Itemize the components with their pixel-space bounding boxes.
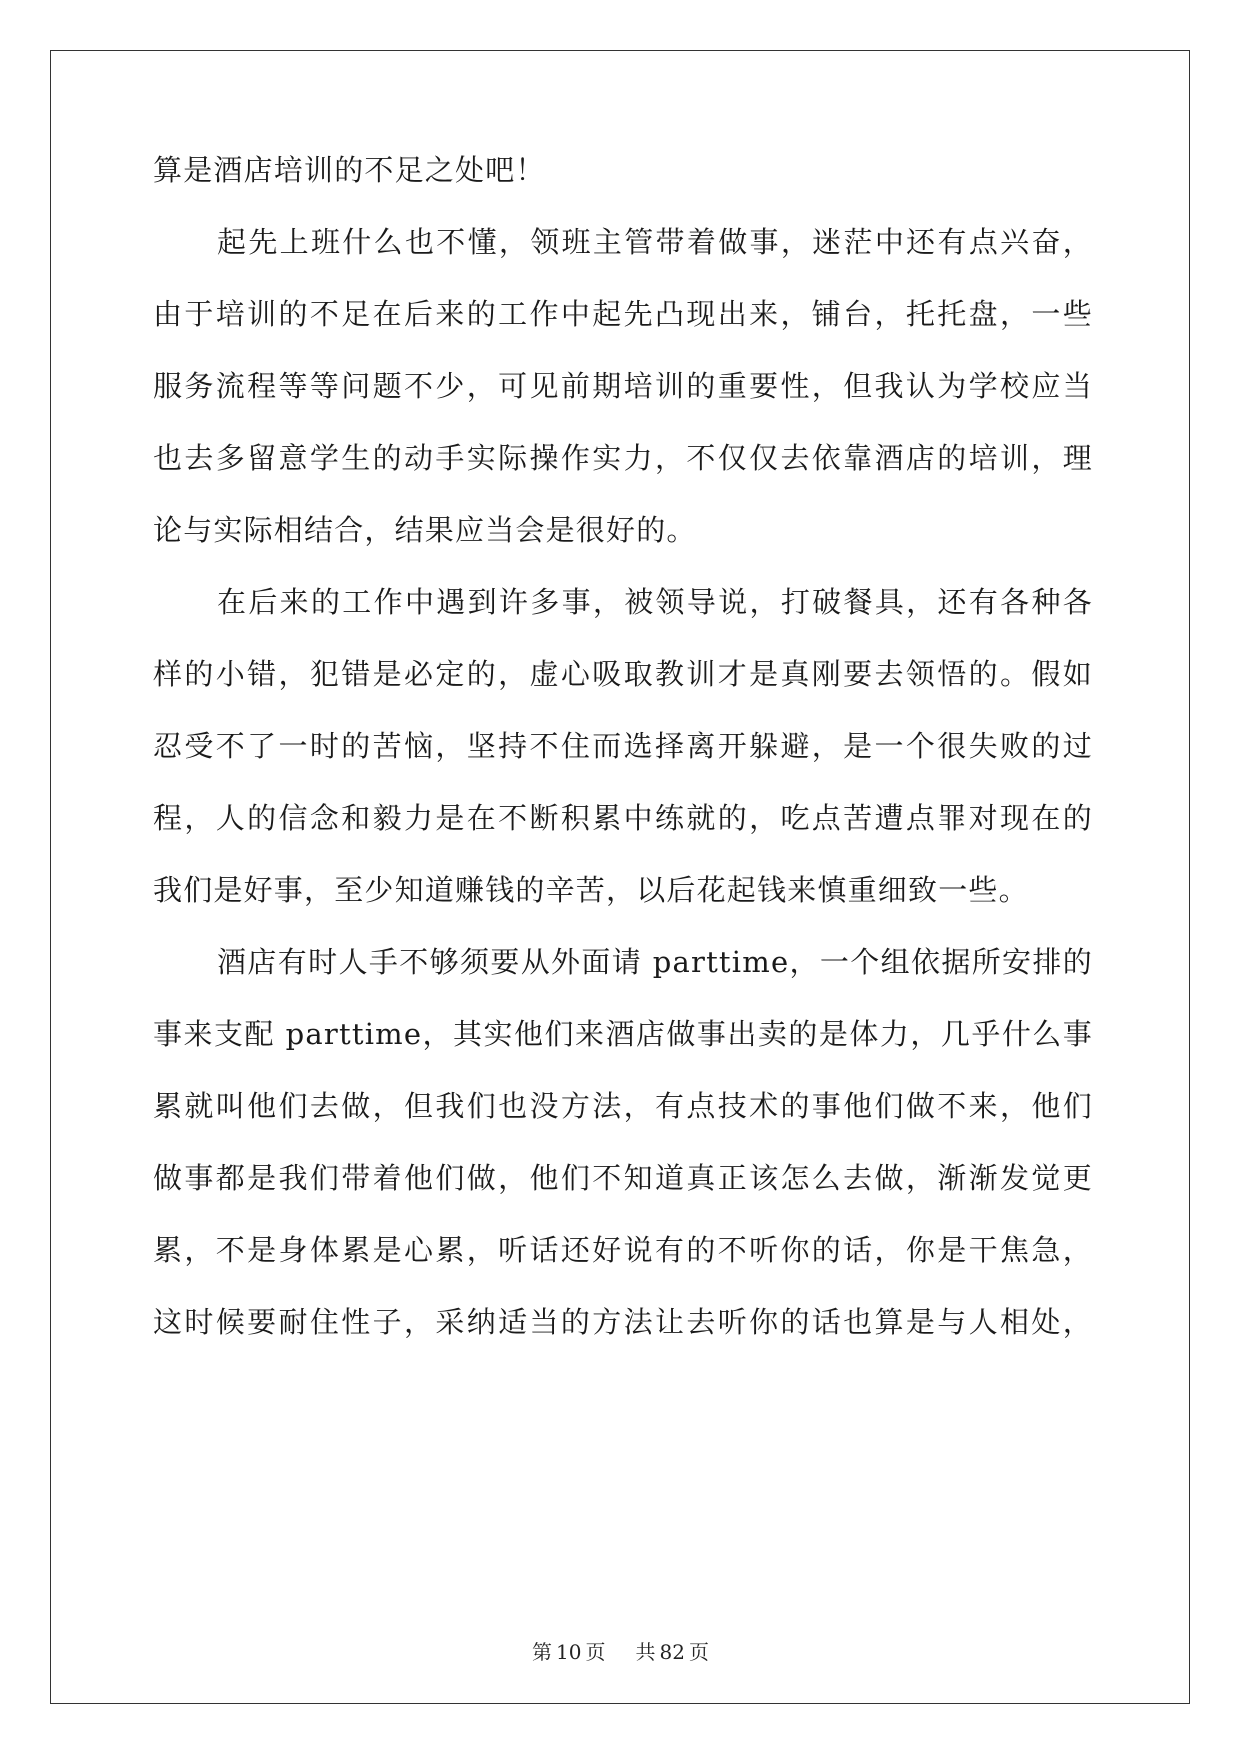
text-line: 服务流程等等问题不少，可见前期培训的重要性，但我认为学校应当 (153, 369, 1093, 403)
page-prefix: 第 (532, 1640, 553, 1664)
text-line: 事来支配 parttime，其实他们来酒店做事出卖的是体力，几乎什么事 (153, 1017, 1093, 1051)
text-line: 样的小错，犯错是必定的，虚心吸取教训才是真刚要去领悟的。假如 (153, 657, 1093, 691)
text-line: 做事都是我们带着他们做，他们不知道真正该怎么去做，渐渐发觉更 (153, 1161, 1093, 1195)
text-line: 算是酒店培训的不足之处吧！ (153, 153, 546, 187)
text-line: 论与实际相结合，结果应当会是很好的。 (153, 513, 697, 547)
text-line: 程，人的信念和毅力是在不断积累中练就的，吃点苦遭点罪对现在的 (153, 801, 1093, 835)
text-line: 由于培训的不足在后来的工作中起先凸现出来，铺台，托托盘，一些 (153, 297, 1093, 331)
text-line: 累就叫他们去做，但我们也没方法，有点技术的事他们做不来，他们 (153, 1089, 1093, 1123)
text-line: 起先上班什么也不懂，领班主管带着做事，迷茫中还有点兴奋， (217, 225, 1093, 259)
total-pages: 82 (659, 1640, 685, 1664)
text-line: 在后来的工作中遇到许多事，被领导说，打破餐具，还有各种各 (217, 585, 1093, 619)
total-prefix: 共 (635, 1640, 656, 1664)
text-line: 酒店有时人手不够须要从外面请 parttime，一个组依据所安排的 (217, 945, 1093, 979)
page-number: 10 (556, 1640, 582, 1664)
text-line: 忍受不了一时的苦恼，坚持不住而选择离开躲避，是一个很失败的过 (153, 729, 1093, 763)
page-footer (0, 1640, 1241, 1664)
text-line: 也去多留意学生的动手实际操作实力，不仅仅去依靠酒店的培训，理 (153, 441, 1093, 475)
text-line: 累，不是身体累是心累，听话还好说有的不听你的话，你是干焦急， (153, 1233, 1093, 1267)
total-suffix: 页 (688, 1640, 709, 1664)
text-line: 我们是好事，至少知道赚钱的辛苦，以后花起钱来慎重细致一些。 (153, 873, 1029, 907)
page-suffix: 页 (585, 1640, 606, 1664)
text-line: 这时候要耐住性子，采纳适当的方法让去听你的话也算是与人相处， (153, 1305, 1093, 1339)
